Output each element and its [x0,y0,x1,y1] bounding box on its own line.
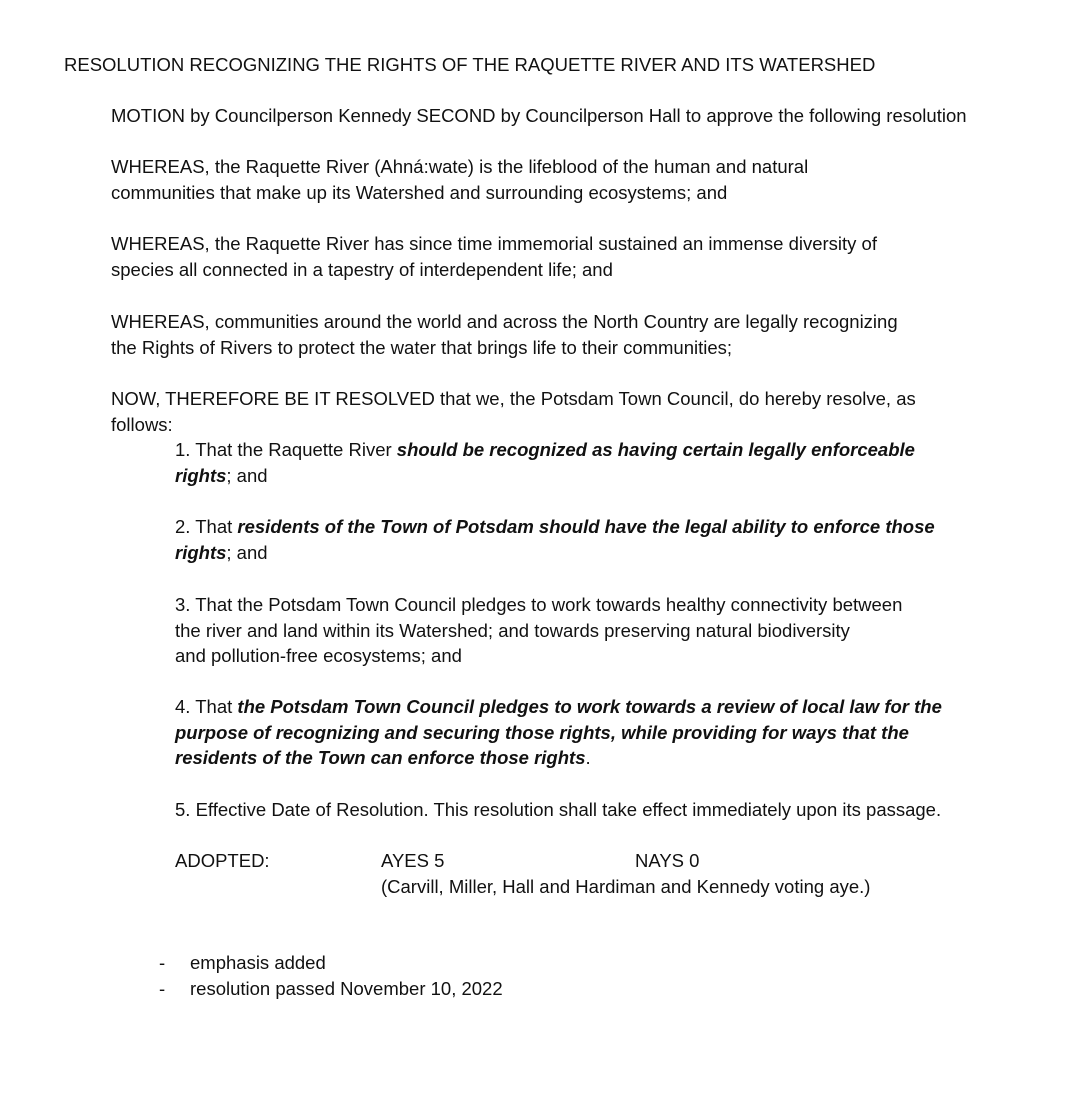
emphasized-text: rights [175,464,227,486]
resolved-clause [111,386,1011,437]
item-text: 4. That [175,696,238,717]
item-line [175,745,1055,771]
resolution-item-4 [175,694,1055,771]
clause-line: the Rights of Rivers to protect the water that brings life to their communities; [111,336,733,358]
item-text: ; and [226,541,268,563]
motion-statement: MOTION by Councilperson Kennedy SECOND by Councilperson Hall to approve the following resolution [111,105,967,126]
whereas-clause-1 [111,154,1011,205]
item-line [175,540,1055,566]
emphasized-text: should be recognized as having certain legally enforceable [396,439,915,460]
note-item [159,950,326,976]
nays-count: NAYS 0 [635,850,700,871]
adopted-label: ADOPTED: [175,850,270,871]
item-text: 1. That the Raquette River [175,439,397,460]
resolution-item-2 [175,514,1055,565]
item-text: . [585,747,591,768]
whereas-clause-3 [111,309,1011,360]
clause-line: WHEREAS, the Raquette River (Ahná:wate) is the lifeblood of the human and natural [111,156,809,177]
emphasized-text: rights [175,541,227,563]
clause-line: communities that make up its Watershed and surrounding ecosystems; and [111,181,728,203]
voter-list: (Carvill, Miller, Hall and Hardiman and Kennedy voting aye.) [381,876,871,897]
resolution-item-3 [175,592,1055,669]
item-line [175,514,1055,540]
item-line [175,463,1055,489]
whereas-clause-2 [111,231,1011,282]
emphasized-text: residents of the Town can enforce those rights [175,747,586,768]
clause-line: species all connected in a tapestry of interdependent life; and [111,258,613,280]
item-text: ; and [226,464,268,486]
document-title: RESOLUTION RECOGNIZING THE RIGHTS OF THE RAQUETTE RIVER AND ITS WATERSHED [64,54,876,75]
emphasized-text: purpose of recognizing and securing those rights, while providing for ways that the [175,721,909,743]
note-text: resolution passed November 10, 2022 [190,978,503,999]
resolution-item-5 [175,797,1055,823]
resolution-item-1 [175,437,1055,488]
item-line [175,720,1055,746]
bullet-dash: - [159,952,166,973]
item-line: the river and land within its Watershed; and towards preserving natural biodiversity [175,619,850,641]
item-line: and pollution-free ecosystems; and [175,645,462,666]
clause-line: WHEREAS, communities around the world and across the North Country are legally recognizing [111,311,898,332]
ayes-count: AYES 5 [381,850,445,871]
item-line [175,437,1055,463]
item-line: 5. Effective Date of Resolution. This resolution shall take effect immediately upon its passage. [175,799,942,820]
note-text: emphasis added [190,952,326,973]
item-line [175,694,1055,720]
clause-line: NOW, THEREFORE BE IT RESOLVED that we, the Potsdam Town Council, do hereby resolve, as [111,388,916,409]
item-text: 2. That [175,516,238,537]
clause-line: follows: [111,413,173,435]
item-line: 3. That the Potsdam Town Council pledges to work towards healthy connectivity between [175,594,903,615]
emphasized-text: residents of the Town of Potsdam should have the legal ability to enforce those [237,516,935,537]
note-item [159,976,503,1002]
emphasized-text: the Potsdam Town Council pledges to work towards a review of local law for the [237,696,942,717]
clause-line: WHEREAS, the Raquette River has since time immemorial sustained an immense diversity of [111,233,877,254]
bullet-dash: - [159,978,166,999]
